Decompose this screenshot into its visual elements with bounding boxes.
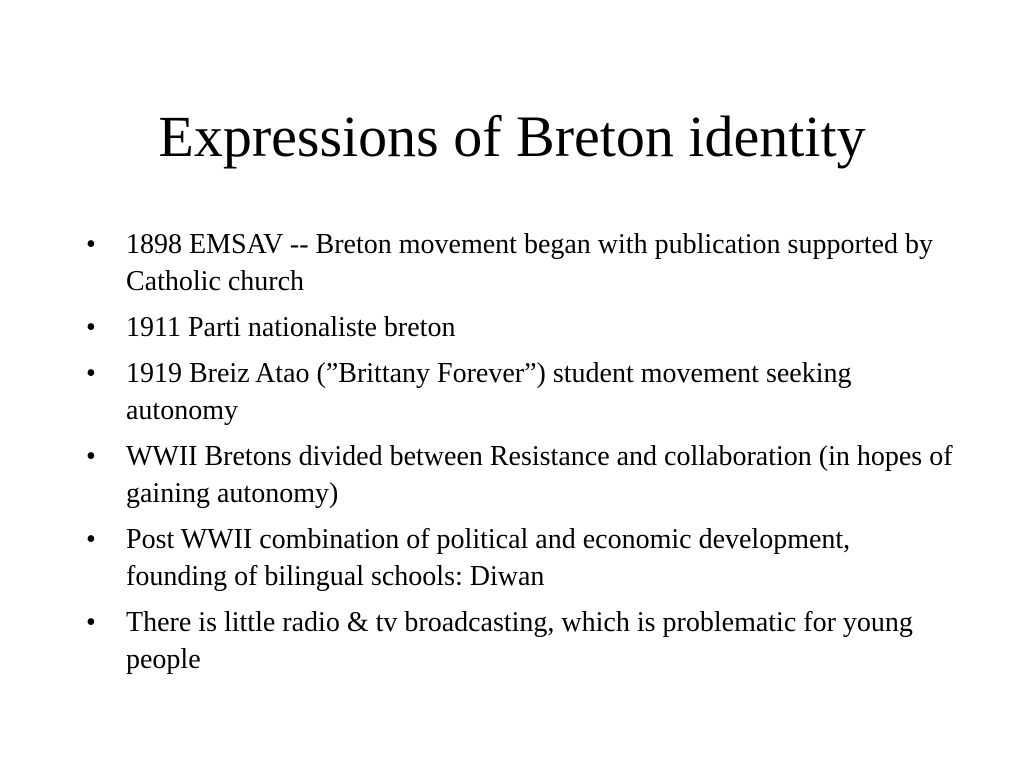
bullet-marker: • (86, 312, 96, 343)
bullet-item-broadcasting (84, 604, 954, 678)
bullet-text: Post WWII combination of political and economic development, founding of bilingual schools: Diwan (126, 524, 851, 592)
bullet-item-1919-breiz-atao (84, 355, 954, 429)
bullet-list (84, 226, 954, 687)
bullet-marker: • (86, 524, 96, 555)
bullet-text: There is little radio & tv broadcasting, which is problematic for young people (126, 607, 913, 675)
bullet-marker: • (86, 229, 96, 260)
bullet-marker: • (86, 358, 96, 389)
slide-title: Expressions of Breton identity (158, 104, 866, 169)
bullet-item-1898-emsav (84, 226, 954, 300)
bullet-item-1911-parti (84, 309, 954, 346)
bullet-text: WWII Bretons divided between Resistance and collaboration (in hopes of gaining autonomy) (126, 441, 953, 509)
bullet-text: 1911 Parti nationaliste breton (126, 312, 456, 343)
bullet-item-post-wwii (84, 521, 954, 595)
bullet-marker: • (86, 607, 96, 638)
bullet-text: 1898 EMSAV -- Breton movement began with publication supported by Catholic church (126, 229, 933, 297)
bullet-marker: • (86, 441, 96, 472)
bullet-item-wwii (84, 438, 954, 512)
bullet-text: 1919 Breiz Atao (”Brittany Forever”) student movement seeking autonomy (126, 358, 852, 426)
